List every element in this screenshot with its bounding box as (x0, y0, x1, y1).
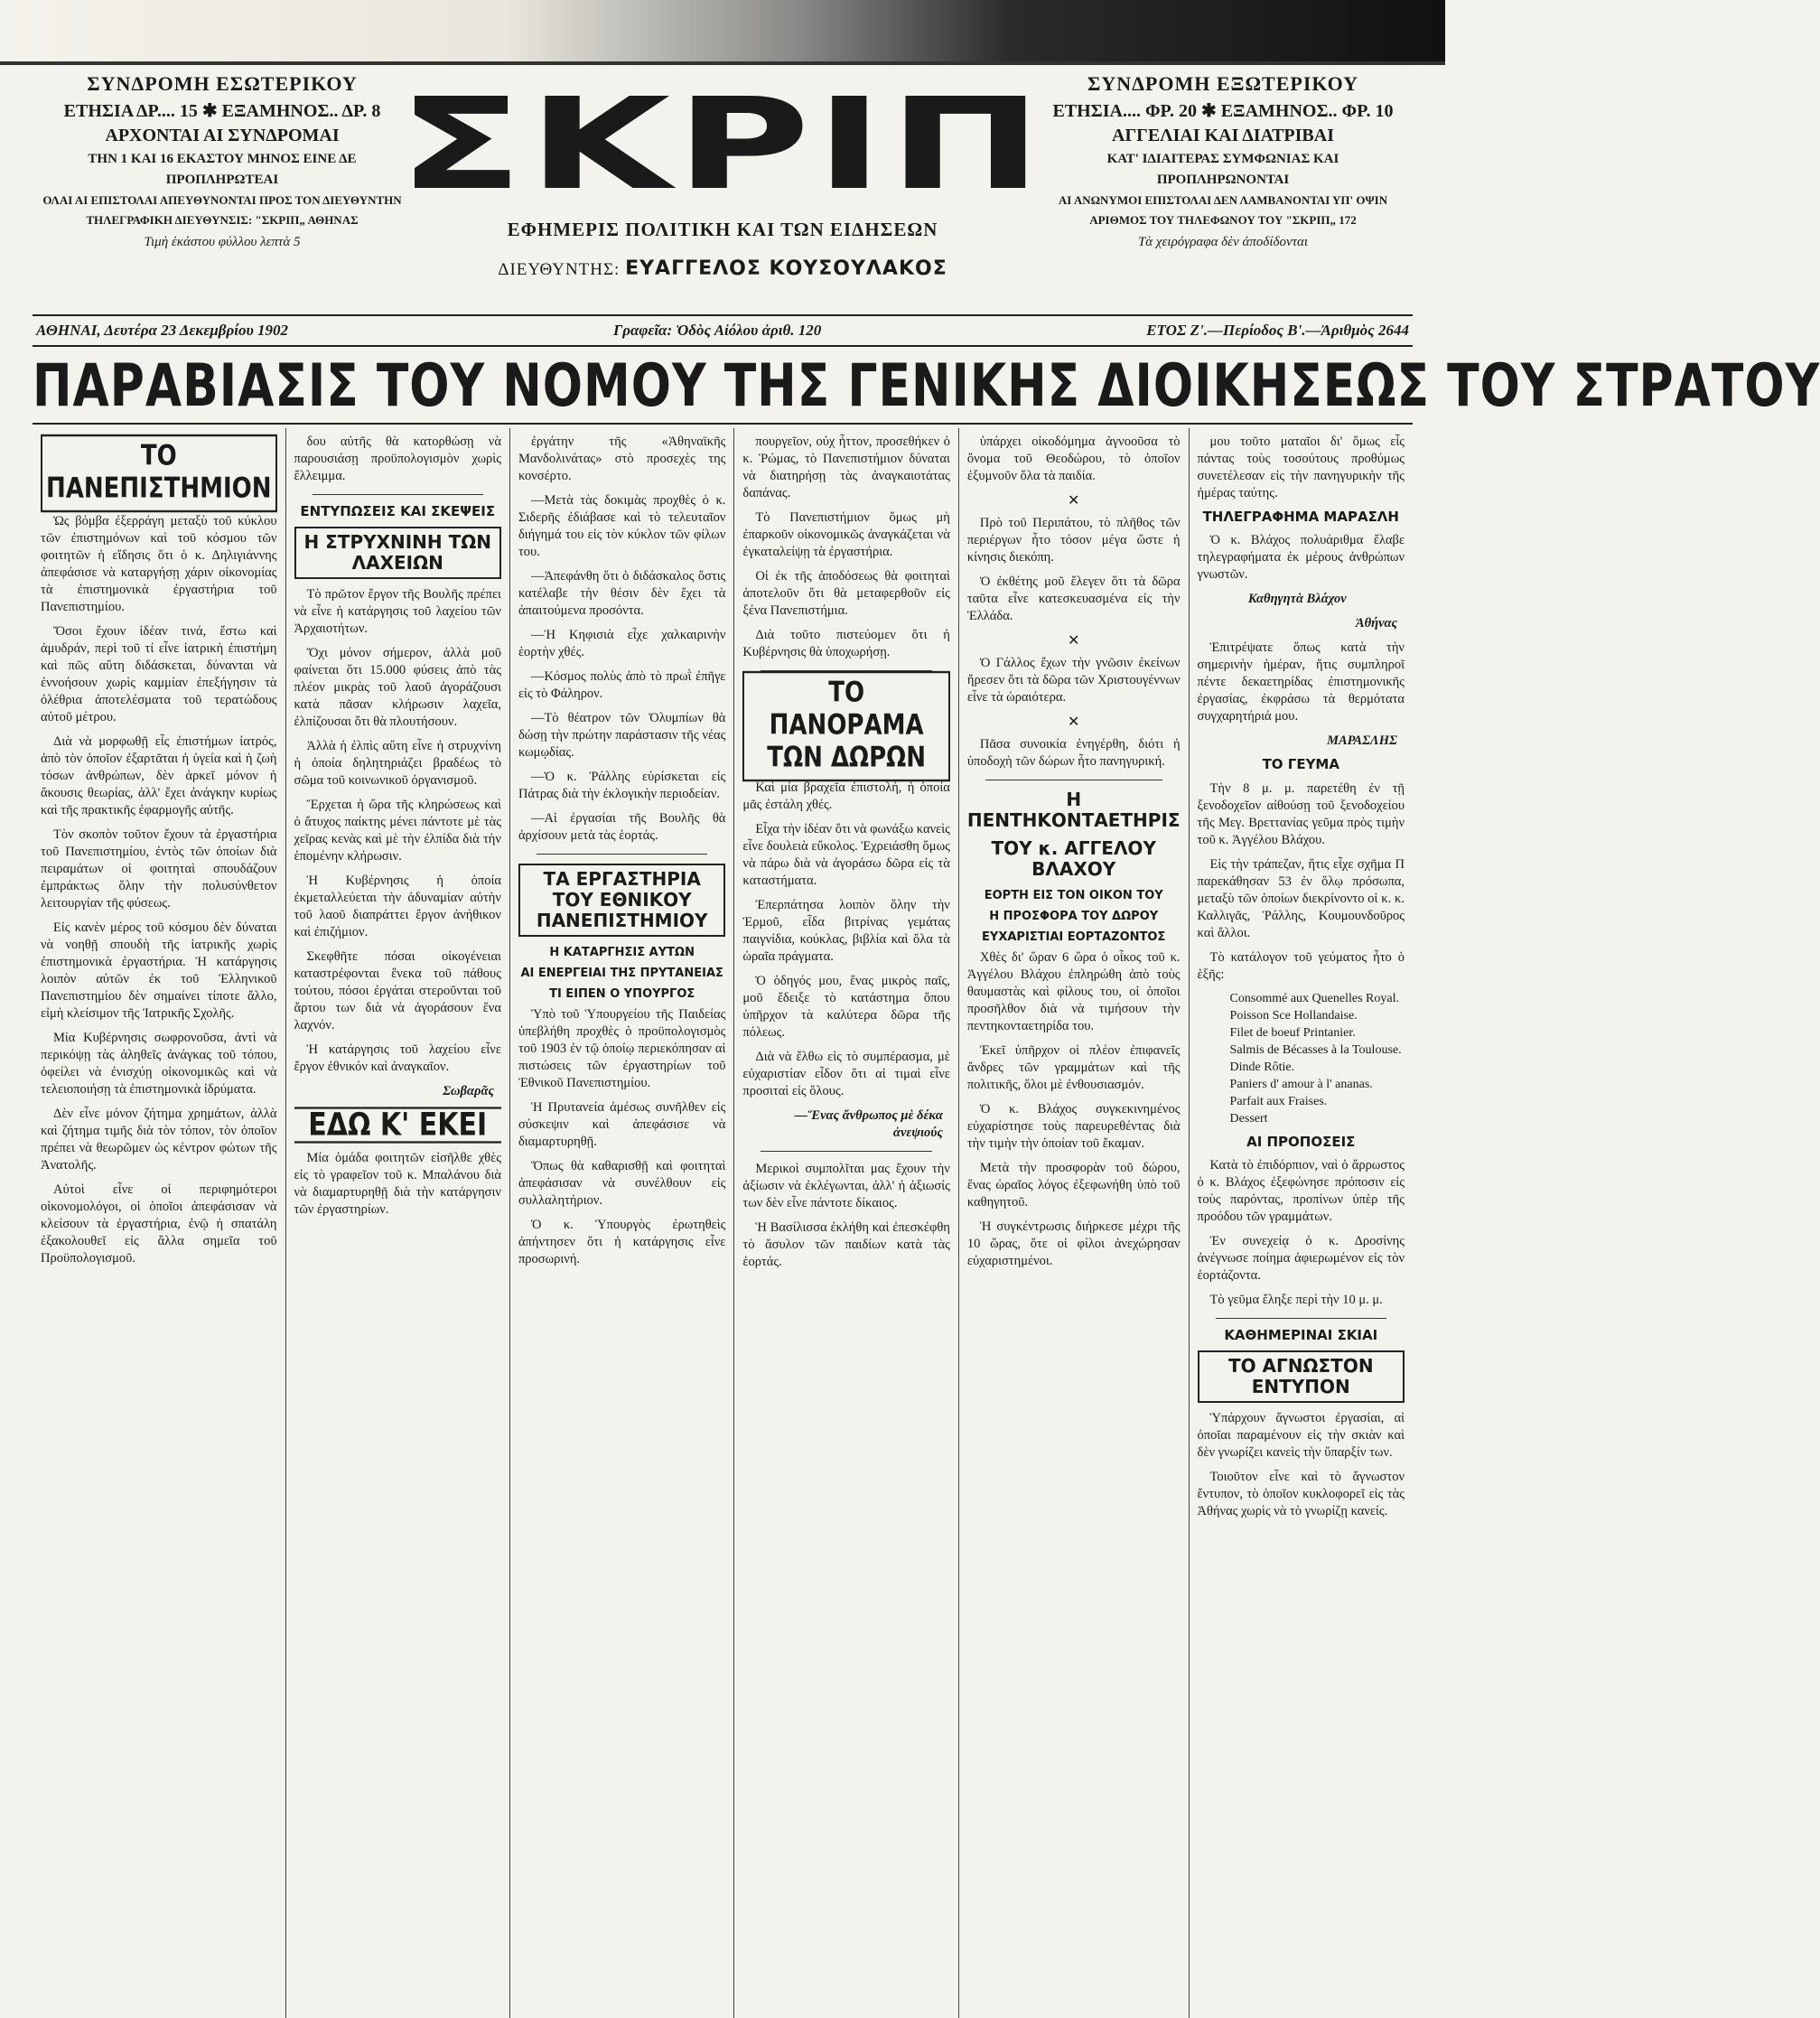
section-heading: ΕΔΩ Κ' ΕΚΕΙ (294, 1107, 501, 1144)
article-heading: ΑΙ ΠΡΟΠΟΣΕΙΣ (1246, 1133, 1356, 1150)
article-paragraph: Ὄχι μόνον σήμερον, ἀλλὰ μοῦ φαίνεται ὅτι 15.000 φύσεις ἀπὸ τὰς πλέον μικρὰς τοῦ λαοῦ ἀγοράζουσι κατὰ πᾶσαν κλήρωσιν λαχεῖα, ἐλπίζουσαι ὅτι θὰ πλουτήσουν. (294, 646, 501, 730)
office-address: Γραφεῖα: Ὁδὸς Αἰόλου ἀριθ. 120 (612, 322, 822, 339)
issue-number: ΕΤΟΣ Ζ'.—Περίοδος Β'.—Ἀριθμὸς 2644 (1146, 322, 1409, 339)
article-paragraph: Εἰς κανὲν μέρος τοῦ κόσμου δὲν δύναται νὰ νοηθῇ σπουδὴ τῆς ἰατρικῆς χωρὶς ἐπιστημονικὰ ἐργαστήρια. Ἡ κατάργησις λοιπὸν αὐτῶν ἐκ τοῦ Ἑλληνικοῦ Πανεπιστημίου δὲν σημαίνει τίποτε ἄλλο, εἰμὴ κλείσιμον τῆς Ἰατρικῆς Σχολῆς. (41, 920, 277, 1021)
article-paragraph: Διὰ τοῦτο πιστεύομεν ὅτι ἡ Κυβέρνησις θὰ ὑποχωρήσῃ. (742, 628, 950, 659)
article-paragraph: Κατὰ τὸ ἐπιδόρπιον, ναὶ ὁ ἄρρωστος ὁ κ. Βλάχος ἐξεφώνησε πρόποσιν εἰς τοὺς παρόντας, προπίνων ὑπὲρ τῆς προόδου τῶν γραμμάτων. (1197, 1157, 1405, 1224)
article-paragraph: Τὸ κατάλογον τοῦ γεύματος ἦτο ὁ ἑξῆς: (1197, 949, 1405, 982)
article-paragraph: Ἡ κατάργησις τοῦ λαχείου εἶνε ἔργον ἐθνικόν καὶ ἀναγκαῖον. (294, 1042, 501, 1075)
column-3 (510, 428, 734, 2018)
article-columns (33, 428, 1413, 2018)
dateline (33, 314, 1413, 347)
article-paragraph: Χθὲς δι' ὥραν 6 ὥρα ὁ οἶκος τοῦ κ. Ἀγγέλου Βλάχου ἐπληρώθη ἀπὸ τοὺς θαυμαστὰς καὶ φίλους του, οἱ ὁποῖοι προσῆλθον διὰ νὰ τιμήσουν τὴν πεντηκονταετηρίδα του. (966, 950, 1181, 1033)
article-paragraph: —Μετὰ τὰς δοκιμὰς προχθὲς ὁ κ. Σιδερῆς ἐδιάβασε καὶ τὸ τελευταῖον διήγημά του εἰς τὸν κύκλον τῶν φίλων του. (518, 493, 726, 559)
masthead (33, 72, 1413, 307)
menu-item: Salmis de Bécasses à la Toulouse. (1229, 1042, 1402, 1057)
article-paragraph: Μία ὁμάδα φοιτητῶν εἰσῆλθε χθὲς εἰς τὸ γραφεῖον τοῦ κ. Μπαλάνου διὰ νὰ διαμαρτυρηθῇ διὰ τὴν κατάργησιν τῶν ἐργαστηρίων. (294, 1151, 501, 1218)
article-subheading: Η ΚΑΤΑΡΓΗΣΙΣ ΑΥΤΩΝ (549, 946, 695, 959)
article-subheading: ΕΥΧΑΡΙΣΤΙΑΙ ΕΟΡΤΑΖΟΝΤΟΣ (982, 930, 1166, 944)
article-paragraph: Τὸν σκοπὸν τοῦτον ἔχουν τὰ ἐργαστήρια τοῦ Πανεπιστημίου, ἐντὸς τῶν ὁποίων διὰ πειραμάτων οἱ φοιτηταὶ σπουδάζουν ἐμπράκτως ὅλην τὴν πολυσύνθετον λειτουργίαν τῆς φύσεως. (41, 827, 277, 911)
article-heading: ΤΟ ΠΑΝΟΡΑΜΑ ΤΩΝ ΔΩΡΩΝ (742, 671, 949, 781)
article-paragraph: Ὁ ἐκθέτης μοῦ ἔλεγεν ὅτι τὰ δῶρα ταῦτα εἶνε κατεσκευασμένα εἰς τὴν Ἑλλάδα. (966, 575, 1181, 623)
article-signature: —Ἕνας ἄνθρωπος μὲ δέκα ἀνεψιούς (794, 1107, 943, 1140)
article-paragraph: Τὸ πρῶτον ἔργον τῆς Βουλῆς πρέπει νὰ εἶνε ἡ κατάργησις τοῦ λαχείου τῶν Ἀρχαιοτήτων. (294, 587, 501, 637)
newspaper-tagline: ΕΦΗΜΕΡΙΣ ΠΟΛΙΤΙΚΗ ΚΑΙ ΤΩΝ ΕΙΔΗΣΕΩΝ (507, 219, 938, 240)
banner-headline: ΠΑΡΑΒΙΑΣΙΣ ΤΟΥ ΝΟΜΟΥ ΤΗΣ ΓΕΝΙΚΗΣ ΔΙΟΙΚΗΣΕΩΣ ΤΟΥ ΣΤΡΑΤΟΥ (33, 352, 1820, 420)
article-paragraph: Διὰ νὰ ἔλθω εἰς τὸ συμπέρασμα, μὲ εὐχαριστίαν εἶδον ὅτι αἱ τιμαὶ εἶνε προσιταὶ εἰς ὅλους. (742, 1049, 950, 1098)
subscriptions-start: ΑΡΧΟΝΤΑΙ ΑΙ ΣΥΝΔΡΟΜΑΙ (105, 126, 340, 145)
article-paragraph: Ὅπως θὰ καθαρισθῇ καὶ φοιτηταὶ ἀπεφάσισαν νὰ συνέλθουν εἰς συλλαλητήριον. (518, 1159, 726, 1208)
article-paragraph: Σκεφθῆτε πόσαι οἰκογένειαι καταστρέφονται ἕνεκα τοῦ πάθους τούτου, πόσοι ἐργάται στεροῦνται τοῦ ἄρτου των διὰ νὰ ἀγοράσουν ἕνα λαχνόν. (294, 949, 501, 1033)
menu-item: Filet de boeuf Printanier. (1229, 1025, 1356, 1040)
article-paragraph: ἐργάτην τῆς «Ἀθηναϊκῆς Μανδολινάτας» στὸ προσεχὲς της κονσέρτο. (518, 434, 726, 483)
column-4 (734, 428, 958, 2018)
article-paragraph: Ἐπιτρέψατε ὅπως κατὰ τὴν σημερινὴν ἡμέραν, ἥτις συμπληροῖ πέντε δεκαετηρίδας ἐπιστημονικῆς ἐργασίας, ἐκφράσω τὰ θερμότατα συγχαρητήριά μου. (1197, 640, 1405, 724)
article-heading: ΤΟ ΓΕΥΜΑ (1262, 756, 1339, 773)
domestic-rates: ΕΤΗΣΙΑ ΔΡ.... 15 ✱ ΕΞΑΜΗΝΟΣ.. ΔΡ. 8 (63, 101, 381, 121)
manuscripts-note: Τὰ χειρόγραφα δὲν ἀποδίδονται (1137, 235, 1309, 249)
telegram-destination: Ἀθήνας (1355, 616, 1397, 631)
article-paragraph: Τὸ Πανεπιστήμιον ὅμως μὴ ἐπαρκοῦν οἰκονομικῶς ἀναγκάζεται νὰ ἐγκαταλείψῃ τὰ ἐργαστήρια. (742, 510, 950, 559)
article-paragraph: Ἐκεῖ ὑπῆρχον οἱ πλέον ἐπιφανεῖς ἄνδρες τῶν γραμμάτων καὶ τῆς πολιτικῆς, ὅλοι μὲ ἐνθουσιασμόν. (966, 1043, 1181, 1092)
prepaid-note: ΠΡΟΠΛΗΡΩΤΕΑΙ (165, 173, 279, 187)
foreign-subscription-title: ΣΥΝΔΡΟΜΗ ΕΞΩΤΕΡΙΚΟΥ (1087, 72, 1358, 95)
article-heading: ΤΟΥ κ. ΑΓΓΕΛΟΥ ΒΛΑΧΟΥ (991, 837, 1156, 880)
ads-prepaid: ΠΡΟΠΛΗΡΩΝΟΝΤΑΙ (1156, 173, 1290, 187)
article-paragraph: —Ἡ Κηφισιὰ εἶχε χαλκαιρινὴν ἑορτὴν χθές. (518, 628, 726, 659)
column-2 (286, 428, 510, 2018)
article-subheading: ΑΙ ΕΝΕΡΓΕΙΑΙ ΤΗΣ ΠΡΥΤΑΝΕΙΑΣ (520, 967, 723, 980)
article-paragraph: δου αὐτῆς θὰ κατορθώσῃ νὰ παρουσιάσῃ προϋπολογισμὸν χωρὶς ἔλλειμμα. (294, 434, 501, 483)
article-paragraph: —Ἀπεφάνθη ὅτι ὁ διδάσκαλος ὅστις κατέλαβε τὴν θέσιν δὲν ἔχει τὰ ἀπαιτούμενα προσόντα. (518, 569, 726, 618)
article-paragraph: —Τὸ θέατρον τῶν Ὀλυμπίων θὰ δώσῃ τὴν πρώτην παράστασιν τῆς νέας κωμῳδίας. (518, 711, 726, 760)
article-signature: Σωβαρᾶς (443, 1084, 494, 1099)
article-heading: ΤΗΛΕΓΡΑΦΗΜΑ ΜΑΡΑΣΛΗ (1202, 509, 1399, 525)
article-subheading: ΕΟΡΤΗ ΕΙΣ ΤΟΝ ΟΙΚΟΝ ΤΟΥ (984, 889, 1163, 902)
article-paragraph: —Αἱ ἐργασίαι τῆς Βουλῆς θὰ ἀρχίσουν μετὰ τὰς ἑορτάς. (518, 811, 726, 843)
menu-item: Parfait aux Fraises. (1229, 1094, 1328, 1108)
banner-rule (33, 423, 1413, 425)
column-5 (959, 428, 1190, 2018)
director-line (412, 257, 1033, 280)
separator-mark: ✕ (1068, 633, 1080, 649)
section-heading: ΕΝΤΥΠΩΣΕΙΣ ΚΑΙ ΣΚΕΨΕΙΣ (300, 503, 496, 519)
article-paragraph: Τὸ γεῦμα ἔληξε περὶ τὴν 10 μ. μ. (1209, 1292, 1383, 1307)
newspaper-logo: ΣΚΡΙΠ (397, 71, 1048, 219)
anonymous-letters-note: ΑΙ ΑΝΩΝΥΜΟΙ ΕΠΙΣΤΟΛΑΙ ΔΕΝ ΛΑΜΒΑΝΟΝΤΑΙ ΥΠ' ΟΨΙΝ (1058, 193, 1388, 207)
article-paragraph: Δὲν εἶνε μόνον ζήτημα χρημάτων, ἀλλὰ καὶ ζήτημα τιμῆς διὰ τὸν τόπον, τὸν ὁποῖον πρέπει νὰ θεωρῶμεν ὡς κέντρον φώτων τῆς Ἀνατολῆς. (41, 1106, 277, 1172)
article-subheading: ΤΙ ΕΙΠΕΝ Ο ΥΠΟΥΡΓΟΣ (549, 987, 695, 1001)
section-divider (1216, 1318, 1386, 1319)
menu-item: Dessert (1229, 1111, 1268, 1126)
copy-price: Τιμὴ ἑκάστου φύλλου λεπτὰ 5 (144, 235, 301, 249)
article-paragraph: Πᾶσα συνοικία ἐνηγέρθη, διότι ἡ ὑποδοχὴ τῶν δώρων ἦτο πανηγυρική. (966, 737, 1181, 769)
article-paragraph: Ἔρχεται ἡ ὥρα τῆς κληρώσεως καὶ ὁ ἄτυχος παίκτης μένει πάντοτε μὲ τὰς χεῖρας κενὰς καὶ μὲ τὴν ἐλπίδα διὰ τὴν ἑπομένην κλήρωσιν. (294, 798, 501, 864)
article-paragraph: Ὅσοι ἔχουν ἰδέαν τινά, ἔστω καὶ ἀμυδράν, περὶ τοῦ τί εἶνε ἰατρικὴ ἐπιστήμη καὶ πῶς αὕτη διδάσκεται, δύνανται νὰ ἐννοήσουν χωρὶς καμμίαν ἐπεξήγησιν τὰ ὀλέθρια ἀποτελέσματα τοῦ τερατώδους αὐτοῦ μέτρου. (41, 623, 277, 724)
article-paragraph: Μερικοὶ συμπολῖται μας ἔχουν τὴν ἀξίωσιν νὰ ἐκλέγωνται, ἀλλ' ἡ ἀξιωσίς των δὲν εἶνε πάντοτε δίκαιος. (742, 1161, 950, 1210)
article-paragraph: Ὑπάρχουν ἄγνωστοι ἐργασίαι, αἱ ὁποῖαι παραμένουν εἰς τὴν σκιὰν καὶ δὲν γνωρίζει κανεὶς τὴν ὕπαρξίν των. (1197, 1411, 1405, 1460)
article-paragraph: Ἡ Κυβέρνησις ἡ ὁποία ἐκμεταλλεύεται τὴν ἀδυναμίαν αὐτὴν τοῦ λαοῦ διαπράττει ἔργον ἀνήθικον καὶ ἐπιζήμιον. (294, 874, 501, 940)
domestic-subscription-title: ΣΥΝΔΡΟΜΗ ΕΣΩΤΕΡΙΚΟΥ (87, 72, 358, 95)
article-heading: ΤΑ ΕΡΓΑΣΤΗΡΙΑ ΤΟΥ ΕΘΝΙΚΟΥ ΠΑΝΕΠΙΣΤΗΜΙΟΥ (518, 864, 725, 937)
article-paragraph: Διὰ νὰ μορφωθῇ εἷς ἐπιστήμων ἰατρός, ἀπὸ τὸν ὁποῖον ἐξαρτᾶται ἡ ὑγεία καὶ ἡ ζωὴ τόσων ἀνθρώπων, δὲν ἀρκεῖ μόνον ἡ ἄκουσις θεωρίας, ἀλλ' ἔχει ἀνάγκην κυρίως καὶ τῆς πρακτικῆς ἐφαρμογῆς αὐτῆς. (41, 733, 277, 817)
subscriptions-dates: ΤΗΝ 1 ΚΑΙ 16 ΕΚΑΣΤΟΥ ΜΗΝΟΣ ΕΙΝΕ ΔΕ (88, 152, 357, 166)
article-paragraph: Ὁ ὁδηγός μου, ἕνας μικρὸς παῖς, μοῦ ἔδειξε τὸ κατάστημα ὅπου ὑπῆρχον τὰ καλύτερα δῶρα τῆς πόλεως. (742, 973, 950, 1040)
article-paragraph: Τὴν 8 μ. μ. παρετέθη ἐν τῇ ξενοδοχεῖον αἰθούσῃ τοῦ ξενοδοχείου τῆς Μεγ. Βρεττανίας γεῦμα πρὸς τιμὴν τοῦ κ. Ἀγγέλου Βλάχου. (1197, 780, 1405, 847)
section-divider (313, 494, 483, 495)
article-paragraph: —Ὁ κ. Ῥάλλης εὑρίσκεται εἰς Πάτρας διὰ τὴν ἐκλογικὴν περιοδείαν. (518, 770, 726, 801)
article-paragraph: Τοιοῦτον εἶνε καὶ τὸ ἄγνωστον ἔντυπον, τὸ ὁποῖον κυκλοφορεῖ εἰς τὰς Ἀθήνας χωρὶς νὰ τὸ γνωρίζῃ κανείς. (1197, 1470, 1405, 1518)
article-paragraph: Ἐν συνεχείᾳ ὁ κ. Δροσίνης ἀνέγνωσε ποίημα ἀφιερωμένον εἰς τὸν ἑορτάζοντα. (1197, 1233, 1405, 1283)
article-heading: Η ΠΕΝΤΗΚΟΝΤΑΕΤΗΡΙΣ (966, 789, 1181, 831)
foreign-rates: ΕΤΗΣΙΑ.... ΦΡ. 20 ✱ ΕΞΑΜΗΝΟΣ.. ΦΡ. 10 (1052, 101, 1394, 121)
article-paragraph: Ὁ Γάλλος ἔχων τὴν γνῶσιν ἐκείνων ἤρεσεν ὅτι τὰ δῶρα τῶν Χριστουγέννων εἶνε τὰ ὡραιότερα. (966, 656, 1181, 705)
article-heading: ΤΟ ΑΓΝΩΣΤΟΝ ΕΝΤΥΠΟΝ (1198, 1350, 1405, 1403)
article-paragraph: Ὑπὸ τοῦ Ὑπουργείου τῆς Παιδείας ὑπεβλήθη προχθὲς ὁ προϋπολογισμὸς τοῦ 1903 ἐν τῷ ὁποίῳ περιεκόπησαν αἱ πιστώσεις τῶν ἐργαστηρίων τοῦ Ἐθνικοῦ Πανεπιστημίου. (518, 1007, 726, 1090)
menu-item: Poisson Sce Hollandaise. (1229, 1008, 1358, 1023)
menu-item: Consommé aux Quenelles Royal. (1229, 991, 1399, 1005)
section-divider (761, 1151, 931, 1152)
article-subheading: Η ΠΡΟΣΦΟΡΑ ΤΟΥ ΔΩΡΟΥ (989, 910, 1159, 923)
title-block (397, 71, 1048, 307)
article-heading: ΤΟ ΠΑΝΕΠΙΣΤΗΜΙΟΝ (41, 434, 277, 512)
letters-note: ΟΛΑΙ ΑΙ ΕΠΙΣΤΟΛΑΙ ΑΠΕΥΘΥΝΟΝΤΑΙ ΠΡΟΣ ΤΟΝ ΔΙΕΥΘΥΝΤΗΝ (42, 193, 402, 207)
article-paragraph: ὑπάρχει οἰκοδόμημα ἀγνοοῦσα τὸ ὄνομα τοῦ Θεοδώρου, τὸ ὁποῖον ἐξυμνοῦν ὅλα τὰ παιδία. (966, 434, 1181, 483)
article-heading: Η ΣΤΡΥΧΝΙΝΗ ΤΩΝ ΛΑΧΕΙΩΝ (294, 527, 501, 579)
ads-note: ΑΓΓΕΛΙΑΙ ΚΑΙ ΔΙΑΤΡΙΒΑΙ (1112, 126, 1334, 145)
section-heading: ΚΑΘΗΜΕΡΙΝΑΙ ΣΚΙΑΙ (1224, 1326, 1378, 1343)
separator-mark: ✕ (1068, 715, 1080, 730)
article-paragraph: Αὐτοὶ εἶνε οἱ περιφημότεροι οἰκονομολόγοι, οἱ ὁποῖοι ἀπεφάσισαν νὰ κλείσουν τὰ ἐργαστήρια, ἐνῷ ἡ σπατάλη ἐξακολουθεῖ εἰς ἄλλα σημεῖα τοῦ Προϋπολογισμοῦ. (41, 1182, 277, 1266)
article-paragraph: Ἡ Βασίλισσα ἐκλήθη καὶ ἐπεσκέφθη τὸ ἄσυλον τῶν παιδίων κατὰ τὰς ἑορτάς. (742, 1219, 950, 1269)
article-paragraph: Ἀλλὰ ἡ ἐλπὶς αὕτη εἶνε ἡ στρυχνίνη ἡ ὁποία δηλητηριάζει βραδέως τὸ σῶμα τοῦ κοινωνικοῦ ὀργανισμοῦ. (294, 739, 501, 789)
article-paragraph: Ἐπερπάτησα λοιπὸν ὅλην τὴν Ἑρμοῦ, εἶδα βιτρίνας γεμάτας παιγνίδια, κούκλας, βιβλία καὶ ὅλα τὰ ὡραῖα πράγματα. (742, 897, 950, 964)
article-paragraph: Μία Κυβέρνησις σωφρονοῦσα, ἀντὶ νὰ περικόψῃ τὰς ἀληθεῖς ἀνάγκας τοῦ τόπου, ὀφείλει νὰ ἐνισχύῃ οἰκονομικῶς καὶ νὰ τελειοποιήσῃ τὰ ἐπιστημονικὰ ἱδρύματα. (41, 1030, 277, 1097)
article-paragraph: Ὁ κ. Βλάχος πολυάριθμα ἔλαβε τηλεγραφήματα ἐκ μέρους ἀνθρώπων γνωστῶν. (1197, 533, 1405, 583)
article-paragraph: Ὡς βόμβα ἐξερράγη μεταξὺ τοῦ κύκλου τῶν ἐπιστημόνων καὶ τοῦ κόσμου τῶν φοιτητῶν ἡ εἴδησις ὅτι ὁ κ. Δηλιγιάννης ἀπεφάσισε νὰ καταργήσῃ χάριν οἰκονομίας τὰ ἐπιστημονικὰ ἐργαστήρια τοῦ Πανεπιστημίου. (41, 513, 277, 614)
article-paragraph: Καὶ μία βραχεῖα ἐπιστολή, ἡ ὁποία μᾶς ἐστάλη χθές. (742, 780, 950, 812)
article-paragraph: Ὁ κ. Ὑπουργὸς ἐρωτηθεὶς ἀπήντησεν ὅτι ἡ κατάργησις εἶνε προσωρινή. (518, 1218, 726, 1266)
article-paragraph: Ἡ συγκέντρωσις διήρκεσε μέχρι τῆς 10 ὥρας, ὅτε οἱ φίλοι ἀνεχώρησαν εὐχαριστημένοι. (966, 1219, 1181, 1268)
issue-date: ΑΘΗΝΑΙ, Δευτέρα 23 Δεκεμβρίου 1902 (36, 322, 289, 339)
article-paragraph: Πρὸ τοῦ Περιπάτου, τὸ πλῆθος τῶν περιέργων ἦτο τόσον μέγα ὥστε ἡ κίνησις διεκόπη. (966, 516, 1181, 565)
article-paragraph: Οἱ ἐκ τῆς ἀποδόσεως θὰ φοιτηταὶ ἀποτελοῦν ὅτι θὰ μεταφερθοῦν εἰς ξένα Πανεπιστήμια. (742, 569, 950, 618)
menu-item: Dinde Rôtie. (1229, 1060, 1295, 1074)
ads-terms: ΚΑΤ' ΙΔΙΑΙΤΕΡΑΣ ΣΥΜΦΩΝΙΑΣ ΚΑΙ (1106, 152, 1339, 166)
article-signature: ΜΑΡΑΣΛΗΣ (1327, 733, 1397, 749)
director-name: ΕΥΑΓΓΕΛΟΣ ΚΟΥΣΟΥΛΑΚΟΣ (625, 257, 947, 280)
telegram-addressee: Καθηγητὰ Βλάχον (1247, 592, 1347, 607)
article-paragraph: —Κόσμος πολὺς ἀπὸ τὸ πρωῒ ἐπῆγε εἰς τὸ Φάληρον. (518, 669, 726, 701)
column-1 (33, 428, 286, 2018)
article-paragraph: Μετὰ τὴν προσφορὰν τοῦ δώρου, ἕνας ὡραῖος λόγος ἐξεφωνήθη ὑπὸ τοῦ καθηγητοῦ. (966, 1161, 1181, 1210)
dinner-menu (1198, 991, 1405, 1127)
telegraph-address: ΤΗΛΕΓΡΑΦΙΚΗ ΔΙΕΥΘΥΝΣΙΣ: "ΣΚΡΙΠ„ ΑΘΗΝΑΣ (86, 213, 359, 227)
scan-edge-shadow (0, 0, 1445, 65)
article-paragraph: Ἡ Πρυτανεία ἀμέσως συνῆλθεν εἰς σύσκεψιν καὶ ἀπεφάσισε νὰ διαμαρτυρηθῇ. (518, 1100, 726, 1149)
article-paragraph: Ὁ κ. Βλάχος συγκεκινημένος εὐχαρίστησε τοὺς παρευρεθέντας διὰ τὴν τιμὴν τὴν ὁποίαν τοῦ ἔκαμαν. (966, 1102, 1181, 1151)
telephone-number: ΑΡΙΘΜΟΣ ΤΟΥ ΤΗΛΕΦΩΝΟΥ ΤΟΥ "ΣΚΡΙΠ„ 172 (1089, 213, 1357, 227)
director-label: ΔΙΕΥΘΥΝΤΗΣ: (498, 260, 621, 279)
article-paragraph: μου τοῦτο ματαῖοι δι' ὅμως εἶς πάντας τοὺς τοσούτους προθύμως συνετέλεσαν εἰς τὴν πανηγυρικὴν τῆς ἡμέρας ταύτης. (1197, 434, 1405, 500)
article-paragraph: πουργεῖον, οὐχ ἧττον, προσεθήκεν ὁ κ. Ῥώμας, τὸ Πανεπιστήμιον δύναται νὰ διατηρήσῃ τὰς ἀναγκαιοτάτας δαπάνας. (742, 434, 950, 500)
separator-mark: ✕ (1068, 493, 1080, 509)
article-paragraph: Εἶχα τὴν ἰδέαν ὅτι νὰ φωνάξω κανεὶς εἶνε δουλειὰ εὔκολος. Ἐχρειάσθη ὅμως νὰ πάρω διὰ νὰ ἀγοράσω δῶρα εἰς τὰ καταστήματα. (742, 821, 950, 888)
menu-item: Paniers d' amour à l' ananas. (1229, 1077, 1373, 1091)
article-paragraph: Εἰς τὴν τράπεζαν, ἥτις εἶχε σχῆμα Π παρεκάθησαν 53 ἐν ὅλῳ πρόσωπα, μεταξὺ τῶν ὁποίων διεκρίνοντο οἱ κ. κ. Καλλιγᾶς, Ῥάλλης, Κουμουνδοῦρος καὶ ἄλλοι. (1197, 856, 1405, 940)
column-6 (1190, 428, 1413, 2018)
section-divider (537, 854, 707, 855)
